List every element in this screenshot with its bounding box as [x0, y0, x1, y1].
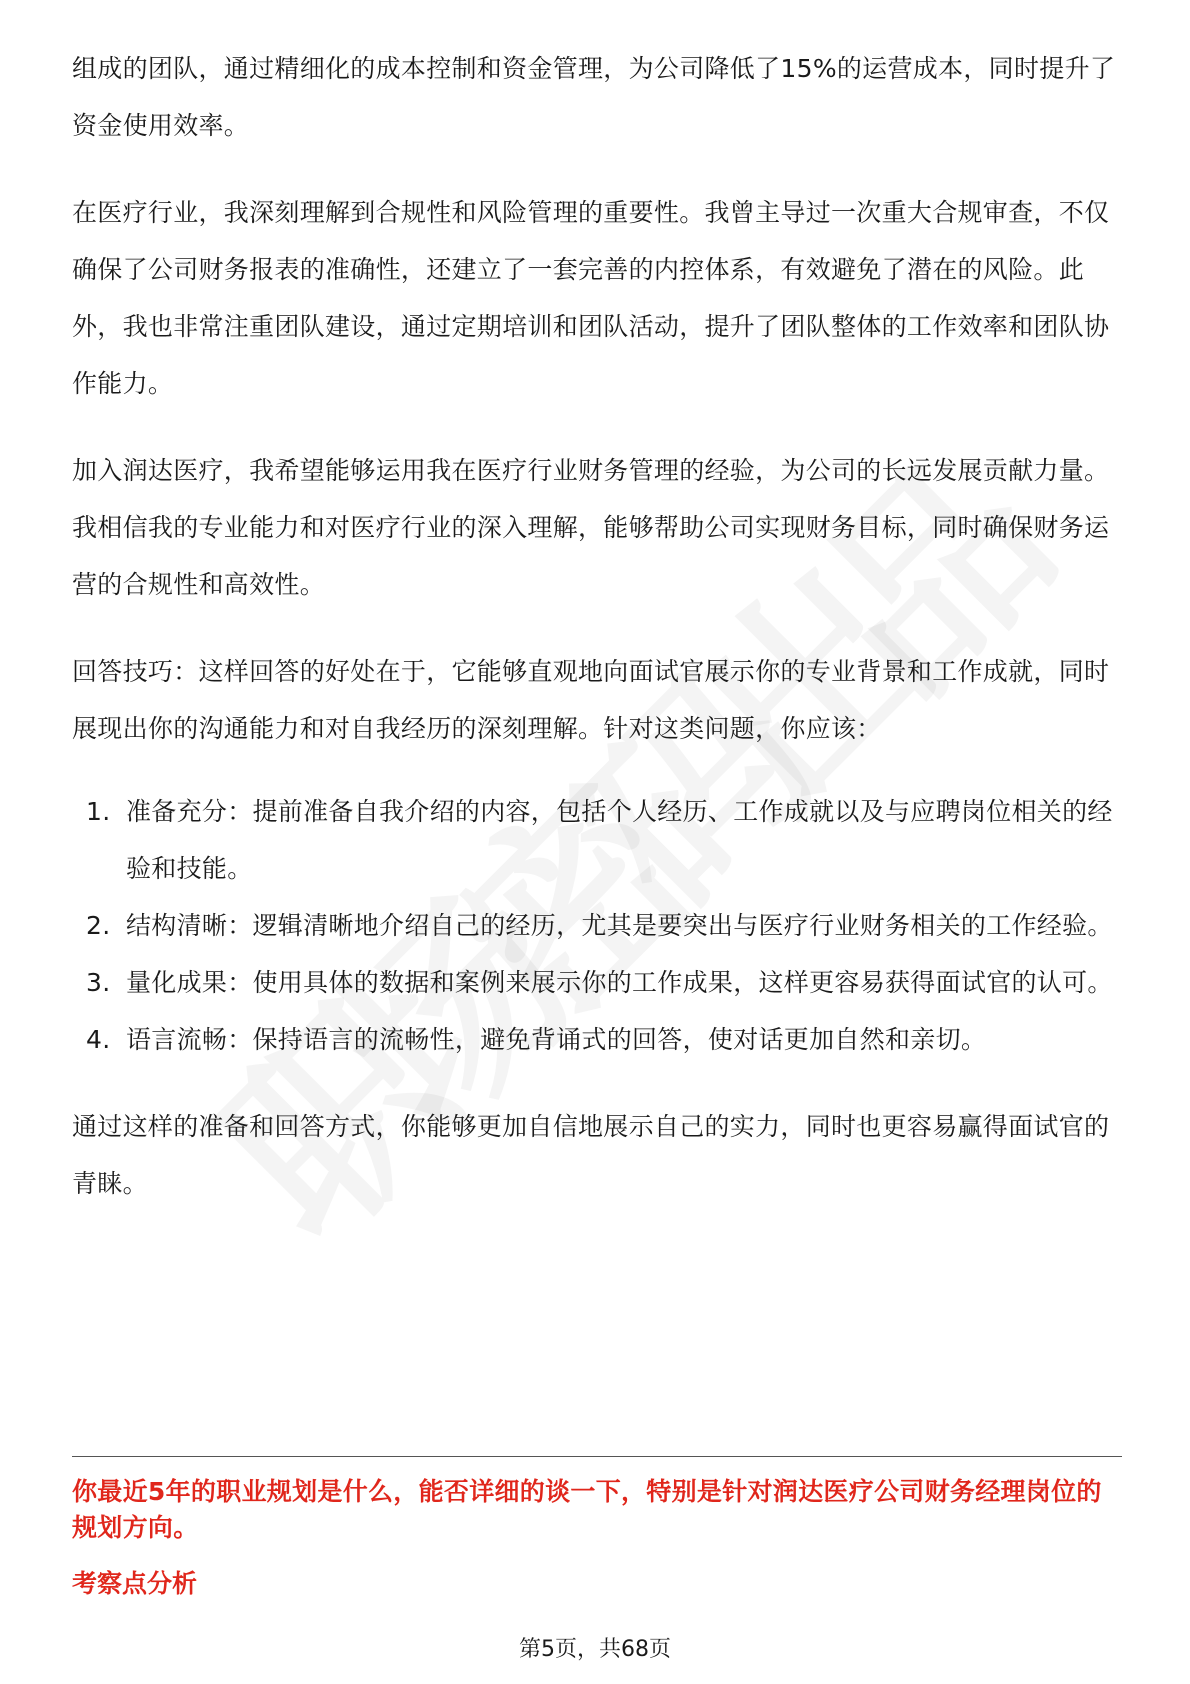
document-body: [72, 40, 1122, 1212]
paragraph-2: 在医疗行业，我深刻理解到合规性和风险管理的重要性。我曾主导过一次重大合规审查，不仅确保了公司财务报表的准确性，还建立了一套完善的内控体系，有效避免了潜在的风险。此外，我也非常注重团队建设，通过定期培训和团队活动，提升了团队整体的工作效率和团队协作能力。: [72, 198, 1110, 398]
list-text: 语言流畅：保持语言的流畅性，避免背诵式的回答，使对话更加自然和亲切。: [126, 1025, 987, 1054]
list-item: [72, 954, 1122, 1011]
list-item: [72, 897, 1122, 954]
list-number: 3.: [86, 968, 111, 997]
list-item: [72, 783, 1122, 897]
list-item: [72, 1011, 1122, 1068]
tips-list: [72, 783, 1122, 1068]
list-number: 4.: [86, 1025, 111, 1054]
closing-paragraph: 通过这样的准备和回答方式，你能够更加自信地展示自己的实力，同时也更容易赢得面试官的青睐。: [72, 1112, 1110, 1198]
list-number: 2.: [86, 911, 111, 940]
section-heading: 考察点分析: [72, 1569, 198, 1598]
paragraph-1: 组成的团队，通过精细化的成本控制和资金管理，为公司降低了15%的运营成本，同时提升了资金使用效率。: [72, 54, 1116, 140]
answer-tips-intro: 回答技巧：这样回答的好处在于，它能够直观地向面试官展示你的专业背景和工作成就，同时展现出你的沟通能力和对自我经历的深刻理解。针对这类问题，你应该：: [72, 657, 1110, 743]
list-text: 结构清晰：逻辑清晰地介绍自己的经历，尤其是要突出与医疗行业财务相关的工作经验。: [126, 911, 1113, 940]
page-number: 第5页，共68页: [519, 1637, 671, 1662]
section-divider: [72, 1456, 1122, 1457]
list-text: 准备充分：提前准备自我介绍的内容，包括个人经历、工作成就以及与应聘岗位相关的经验和技能。: [126, 797, 1113, 883]
list-text: 量化成果：使用具体的数据和案例来展示你的工作成果，这样更容易获得面试官的认可。: [126, 968, 1113, 997]
list-number: 1.: [86, 797, 111, 826]
interview-question: 你最近5年的职业规划是什么，能否详细的谈一下，特别是针对润达医疗公司财务经理岗位的规划方向。: [72, 1477, 1102, 1542]
paragraph-3: 加入润达医疗，我希望能够运用我在医疗行业财务管理的经验，为公司的长远发展贡献力量。我相信我的专业能力和对医疗行业的深入理解，能够帮助公司实现财务目标，同时确保财务运营的合规性和高效性。: [72, 456, 1110, 599]
